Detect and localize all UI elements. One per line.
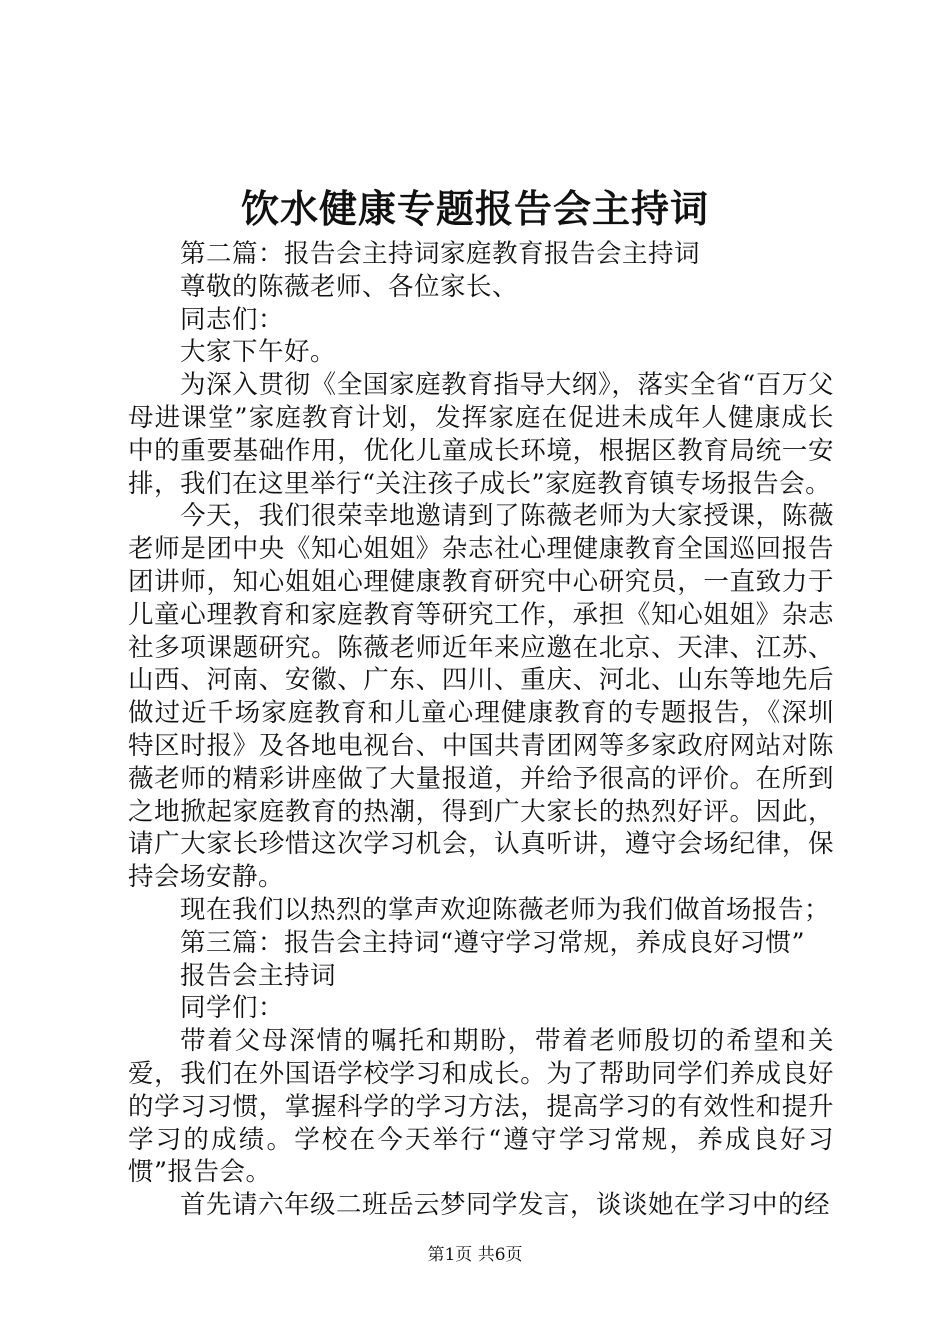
paragraph-first-speaker: 首先请六年级二班岳云梦同学发言，谈谈她在学习中的经 [180,1190,831,1221]
paragraph-salutation-comrades: 同志们： [180,304,285,335]
document-body [128,238,834,1222]
paragraph-salutation-students: 同学们： [180,993,285,1024]
paragraph-heading-part3-cont: 报告会主持词 [180,960,337,991]
paragraph-speaker-intro: 今天，我们很荣幸地邀请到了陈薇老师为大家授课，陈薇老师是团中央《知心姐姐》杂志社心理健康教育全国巡回报告团讲师，知心姐姐心理健康教育研究中心研究员，一直致力于儿童心理教育和家庭教育等研究工作，承担《知心姐姐》杂志社多项课题研究。陈薇老师近年来应邀在北京、天津、江苏、山西、河南、安徽、广东、四川、重庆、河北、山东等地先后做过近千场家庭教育和儿童心理健康教育的专题报告，《深圳特区时报》及各地电视台、中国共青团网等多家政府网站对陈薇老师的精彩讲座做了大量报道，并给予很高的评价。在所到之地掀起家庭教育的热潮，得到广大家长的热烈好评。因此，请广大家长珍惜这次学习机会，认真听讲，遵守会场纪律，保持会场安静。 [128,501,834,893]
document-title: 饮水健康专题报告会主持词 [240,186,709,231]
paragraph-purpose: 为深入贯彻《全国家庭教育指导大纲》，落实全省“百万父母进课堂”家庭教育计划，发挥家庭在促进未成年人健康成长中的重要基础作用，优化儿童成长环境，根据区教育局统一安排，我们在这里举行“关注孩子成长”家庭教育镇专场报告会。 [128,370,834,499]
page-footer: 第1页 共6页 [427,1245,523,1265]
paragraph-heading-part2: 第二篇：报告会主持词家庭教育报告会主持词 [180,239,701,269]
paragraph-salutation-guests: 尊敬的陈薇老师、各位家长、 [180,271,519,302]
paragraph-welcome: 现在我们以热烈的掌声欢迎陈薇老师为我们做首场报告； [180,894,831,925]
paragraph-heading-part3: 第三篇：报告会主持词“遵守学习常规，养成良好习惯” [180,927,806,958]
paragraph-school-intro: 带着父母深情的嘱托和期盼，带着老师殷切的希望和关爱，我们在外国语学校学习和成长。为了帮助同学们养成良好的学习习惯，掌握科学的学习方法，提高学习的有效性和提升学习的成绩。学校在今天举行“遵守学习常规，养成良好习惯”报告会。 [128,1026,834,1188]
paragraph-greeting: 大家下午好。 [180,337,337,368]
